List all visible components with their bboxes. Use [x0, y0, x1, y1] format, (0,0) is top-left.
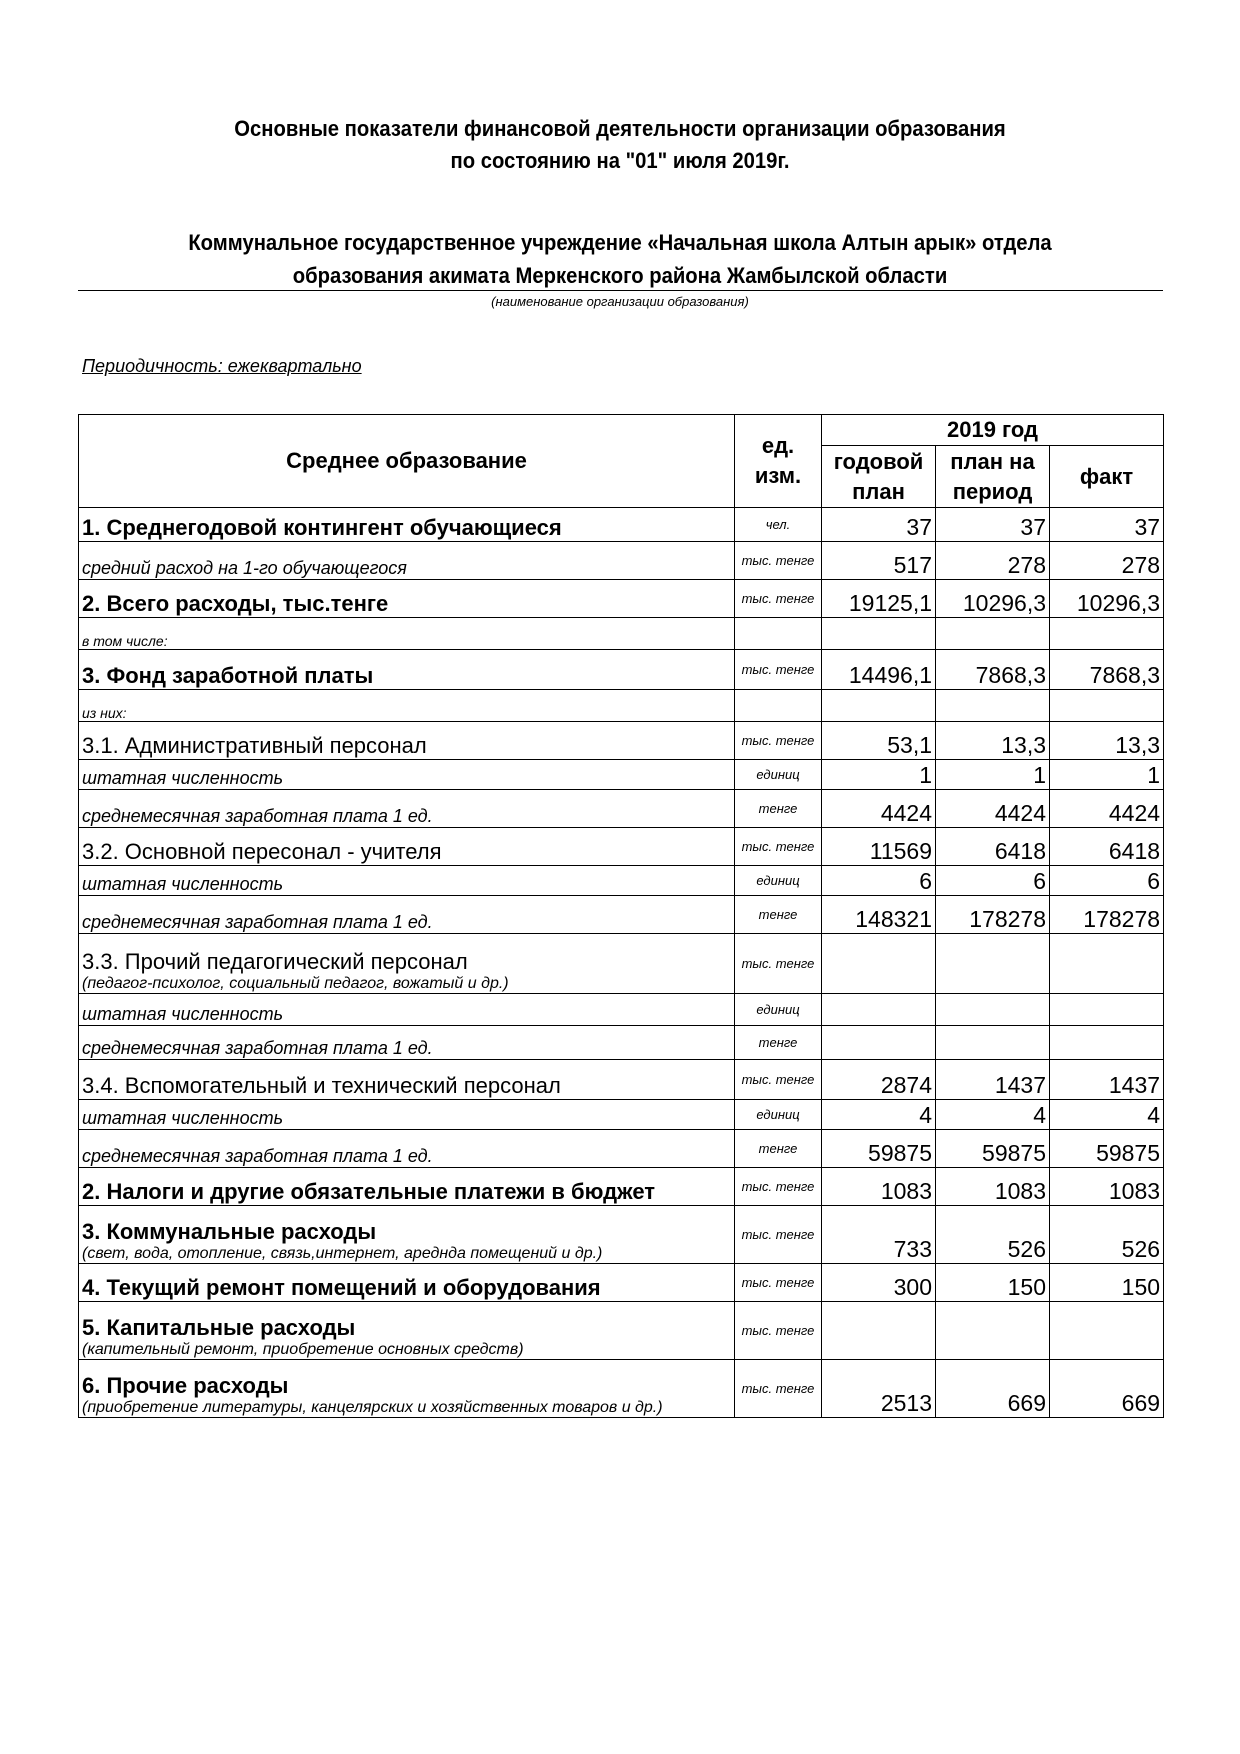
row-name-cell — [79, 994, 735, 1026]
row-name: среднемесячная заработная плата 1 ед. — [82, 806, 433, 826]
row-annual-plan: 1 — [822, 760, 936, 790]
row-fact: 1437 — [1050, 1060, 1164, 1100]
header-annual-line1: годовой — [833, 448, 924, 474]
report-title-line2: по состоянию на "01" июля 2019г. — [450, 148, 790, 173]
table-row — [79, 1206, 1164, 1264]
row-fact: 10296,3 — [1050, 580, 1164, 618]
row-period-plan: 13,3 — [936, 722, 1050, 760]
row-period-plan: 1083 — [936, 1168, 1050, 1206]
header-period-line2: период — [952, 478, 1033, 504]
table-row — [79, 722, 1164, 760]
row-period-plan: 278 — [936, 542, 1050, 580]
row-annual-plan: 19125,1 — [822, 580, 936, 618]
row-fact: 526 — [1050, 1206, 1164, 1264]
row-name-cell — [79, 1264, 735, 1302]
row-annual-plan: 733 — [822, 1206, 936, 1264]
row-annual-plan: 53,1 — [822, 722, 936, 760]
row-unit: тенге — [735, 1130, 822, 1168]
row-fact: 6418 — [1050, 828, 1164, 866]
row-subnote: (капительный ремонт, приобретение основных средств) — [82, 1341, 524, 1358]
row-unit: тыс. тенге — [735, 580, 822, 618]
row-fact — [1050, 934, 1164, 994]
row-name: 3.2. Основной пересонал - учителя — [82, 839, 442, 864]
row-fact: 4 — [1050, 1100, 1164, 1130]
row-fact — [1050, 618, 1164, 650]
row-period-plan: 4424 — [936, 790, 1050, 828]
table-row — [79, 1060, 1164, 1100]
row-period-plan: 150 — [936, 1264, 1050, 1302]
table-row — [79, 866, 1164, 896]
row-name-cell — [79, 690, 735, 722]
row-name-cell — [79, 1026, 735, 1060]
table-row — [79, 1264, 1164, 1302]
table-row — [79, 508, 1164, 542]
row-unit: единиц — [735, 760, 822, 790]
header-annual-plan — [822, 446, 936, 508]
row-annual-plan: 4424 — [822, 790, 936, 828]
row-unit: тыс. тенге — [735, 1264, 822, 1302]
table-row — [79, 994, 1164, 1026]
row-unit: тыс. тенге — [735, 722, 822, 760]
row-name: средний расход на 1-го обучающегося — [82, 558, 407, 578]
row-annual-plan: 14496,1 — [822, 650, 936, 690]
header-annual-line2: план — [852, 478, 905, 504]
row-period-plan: 526 — [936, 1206, 1050, 1264]
row-unit: единиц — [735, 994, 822, 1026]
row-name: 3.1. Административный персонал — [82, 733, 427, 758]
row-annual-plan — [822, 618, 936, 650]
row-name: 5. Капитальные расходы — [82, 1315, 356, 1340]
table-row — [79, 690, 1164, 722]
row-annual-plan: 6 — [822, 866, 936, 896]
row-period-plan: 1437 — [936, 1060, 1050, 1100]
row-name-cell — [79, 508, 735, 542]
row-period-plan: 6 — [936, 866, 1050, 896]
row-name: 3. Фонд заработной платы — [82, 663, 374, 688]
row-unit: чел. — [735, 508, 822, 542]
row-annual-plan: 517 — [822, 542, 936, 580]
row-period-plan — [936, 618, 1050, 650]
row-unit: тыс. тенге — [735, 934, 822, 994]
row-name-cell — [79, 828, 735, 866]
organization-name — [121, 226, 1118, 292]
table-header-row — [79, 415, 1164, 446]
table-row — [79, 760, 1164, 790]
row-name-cell — [79, 1168, 735, 1206]
row-name-cell — [79, 1360, 735, 1418]
row-unit: тыс. тенге — [735, 1206, 822, 1264]
row-annual-plan — [822, 690, 936, 722]
row-subnote: (педагог-психолог, социальный педагог, вожатый и др.) — [82, 975, 509, 992]
row-fact: 59875 — [1050, 1130, 1164, 1168]
row-unit: тенге — [735, 1026, 822, 1060]
row-period-plan — [936, 994, 1050, 1026]
header-unit-cell — [735, 415, 822, 508]
header-fact: факт — [1050, 446, 1164, 508]
row-unit: тенге — [735, 896, 822, 934]
row-fact: 178278 — [1050, 896, 1164, 934]
row-name: 2. Всего расходы, тыс.тенге — [82, 591, 389, 616]
row-name-cell — [79, 542, 735, 580]
row-fact: 4424 — [1050, 790, 1164, 828]
row-name: из них: — [82, 705, 127, 721]
table-row — [79, 896, 1164, 934]
row-name-cell — [79, 1100, 735, 1130]
row-annual-plan: 11569 — [822, 828, 936, 866]
table-row — [79, 580, 1164, 618]
row-period-plan: 669 — [936, 1360, 1050, 1418]
row-subnote: (приобретение литературы, канцелярских и хозяйственных товаров и др.) — [82, 1399, 663, 1416]
row-fact: 6 — [1050, 866, 1164, 896]
table-row — [79, 790, 1164, 828]
row-annual-plan: 1083 — [822, 1168, 936, 1206]
row-name: среднемесячная заработная плата 1 ед. — [82, 912, 433, 932]
row-period-plan: 59875 — [936, 1130, 1050, 1168]
organization-name-line2: образования акимата Меркенского района Жамбылской области — [292, 263, 948, 288]
header-year-cell: 2019 год — [822, 415, 1164, 446]
row-fact — [1050, 690, 1164, 722]
row-name-cell — [79, 934, 735, 994]
row-name: 1. Среднегодовой контингент обучающиеся — [82, 515, 562, 540]
row-name-cell — [79, 790, 735, 828]
header-period-line1: план на — [950, 448, 1035, 474]
row-period-plan: 37 — [936, 508, 1050, 542]
row-unit: единиц — [735, 866, 822, 896]
row-unit: тыс. тенге — [735, 1302, 822, 1360]
row-period-plan — [936, 1026, 1050, 1060]
row-annual-plan: 4 — [822, 1100, 936, 1130]
row-name: 3. Коммунальные расходы — [82, 1219, 377, 1244]
row-name: штатная численность — [82, 1108, 284, 1128]
row-fact: 278 — [1050, 542, 1164, 580]
row-name-cell — [79, 896, 735, 934]
row-name: штатная численность — [82, 768, 284, 788]
row-period-plan: 4 — [936, 1100, 1050, 1130]
row-unit: тыс. тенге — [735, 650, 822, 690]
table-row — [79, 618, 1164, 650]
row-unit: тыс. тенге — [735, 1060, 822, 1100]
row-fact: 669 — [1050, 1360, 1164, 1418]
table-row — [79, 1100, 1164, 1130]
row-annual-plan — [822, 1026, 936, 1060]
row-annual-plan: 2513 — [822, 1360, 936, 1418]
row-name: 3.4. Вспомогательный и технический персонал — [82, 1073, 561, 1098]
row-name-cell — [79, 1302, 735, 1360]
header-unit-line2: изм. — [754, 463, 802, 488]
header-unit-line1: ед. — [761, 433, 795, 458]
row-annual-plan: 37 — [822, 508, 936, 542]
row-name: среднемесячная заработная плата 1 ед. — [82, 1038, 433, 1058]
row-annual-plan — [822, 1302, 936, 1360]
row-unit: единиц — [735, 1100, 822, 1130]
row-name: штатная численность — [82, 874, 284, 894]
row-unit: тыс. тенге — [735, 1360, 822, 1418]
row-name: в том числе: — [82, 633, 168, 649]
row-name-cell — [79, 1130, 735, 1168]
row-fact: 1 — [1050, 760, 1164, 790]
organization-underline — [78, 290, 1163, 291]
row-annual-plan: 59875 — [822, 1130, 936, 1168]
row-name: 3.3. Прочий педагогический персонал — [82, 949, 468, 974]
row-annual-plan — [822, 934, 936, 994]
row-name-cell — [79, 722, 735, 760]
row-name-cell — [79, 1206, 735, 1264]
row-period-plan: 178278 — [936, 896, 1050, 934]
organization-name-line1: Коммунальное государственное учреждение «Начальная школа Алтын арык» отдела — [188, 230, 1052, 255]
row-name-cell — [79, 618, 735, 650]
row-annual-plan: 148321 — [822, 896, 936, 934]
row-fact: 150 — [1050, 1264, 1164, 1302]
table-row — [79, 1168, 1164, 1206]
row-unit: тенге — [735, 790, 822, 828]
table-row — [79, 650, 1164, 690]
periodicity-label: Периодичность: ежеквартально — [82, 356, 362, 376]
table-row — [79, 1130, 1164, 1168]
row-period-plan — [936, 690, 1050, 722]
row-unit: тыс. тенге — [735, 828, 822, 866]
row-period-plan: 7868,3 — [936, 650, 1050, 690]
row-fact: 1083 — [1050, 1168, 1164, 1206]
row-fact — [1050, 1302, 1164, 1360]
table-row — [79, 934, 1164, 994]
row-fact: 37 — [1050, 508, 1164, 542]
financial-indicators-table — [78, 414, 1164, 1418]
organization-caption: (наименование организации образования) — [491, 294, 749, 309]
row-fact — [1050, 994, 1164, 1026]
row-unit — [735, 618, 822, 650]
row-name: 6. Прочие расходы — [82, 1373, 289, 1398]
row-fact: 7868,3 — [1050, 650, 1164, 690]
report-title — [50, 113, 1191, 177]
row-period-plan: 1 — [936, 760, 1050, 790]
header-name-cell: Среднее образование — [79, 415, 735, 508]
table-row — [79, 542, 1164, 580]
row-name: 2. Налоги и другие обязательные платежи в бюджет — [82, 1179, 656, 1204]
row-period-plan — [936, 1302, 1050, 1360]
header-period-plan — [936, 446, 1050, 508]
row-annual-plan — [822, 994, 936, 1026]
row-name-cell — [79, 866, 735, 896]
table-row — [79, 1360, 1164, 1418]
row-period-plan: 6418 — [936, 828, 1050, 866]
row-name-cell — [79, 760, 735, 790]
report-title-line1: Основные показатели финансовой деятельности организации образования — [234, 116, 1006, 141]
row-name-cell — [79, 580, 735, 618]
row-name: 4. Текущий ремонт помещений и оборудования — [82, 1275, 601, 1300]
row-period-plan — [936, 934, 1050, 994]
row-name-cell — [79, 1060, 735, 1100]
row-fact: 13,3 — [1050, 722, 1164, 760]
row-name: штатная численность — [82, 1004, 284, 1024]
table-row — [79, 1026, 1164, 1060]
row-subnote: (свет, вода, отопление, связь,интернет, ареднда помещений и др.) — [82, 1245, 603, 1262]
table-row — [79, 828, 1164, 866]
row-unit: тыс. тенге — [735, 542, 822, 580]
row-name: среднемесячная заработная плата 1 ед. — [82, 1146, 433, 1166]
row-period-plan: 10296,3 — [936, 580, 1050, 618]
row-annual-plan: 2874 — [822, 1060, 936, 1100]
row-unit — [735, 690, 822, 722]
row-unit: тыс. тенге — [735, 1168, 822, 1206]
row-fact — [1050, 1026, 1164, 1060]
row-name-cell — [79, 650, 735, 690]
table-row — [79, 1302, 1164, 1360]
row-annual-plan: 300 — [822, 1264, 936, 1302]
